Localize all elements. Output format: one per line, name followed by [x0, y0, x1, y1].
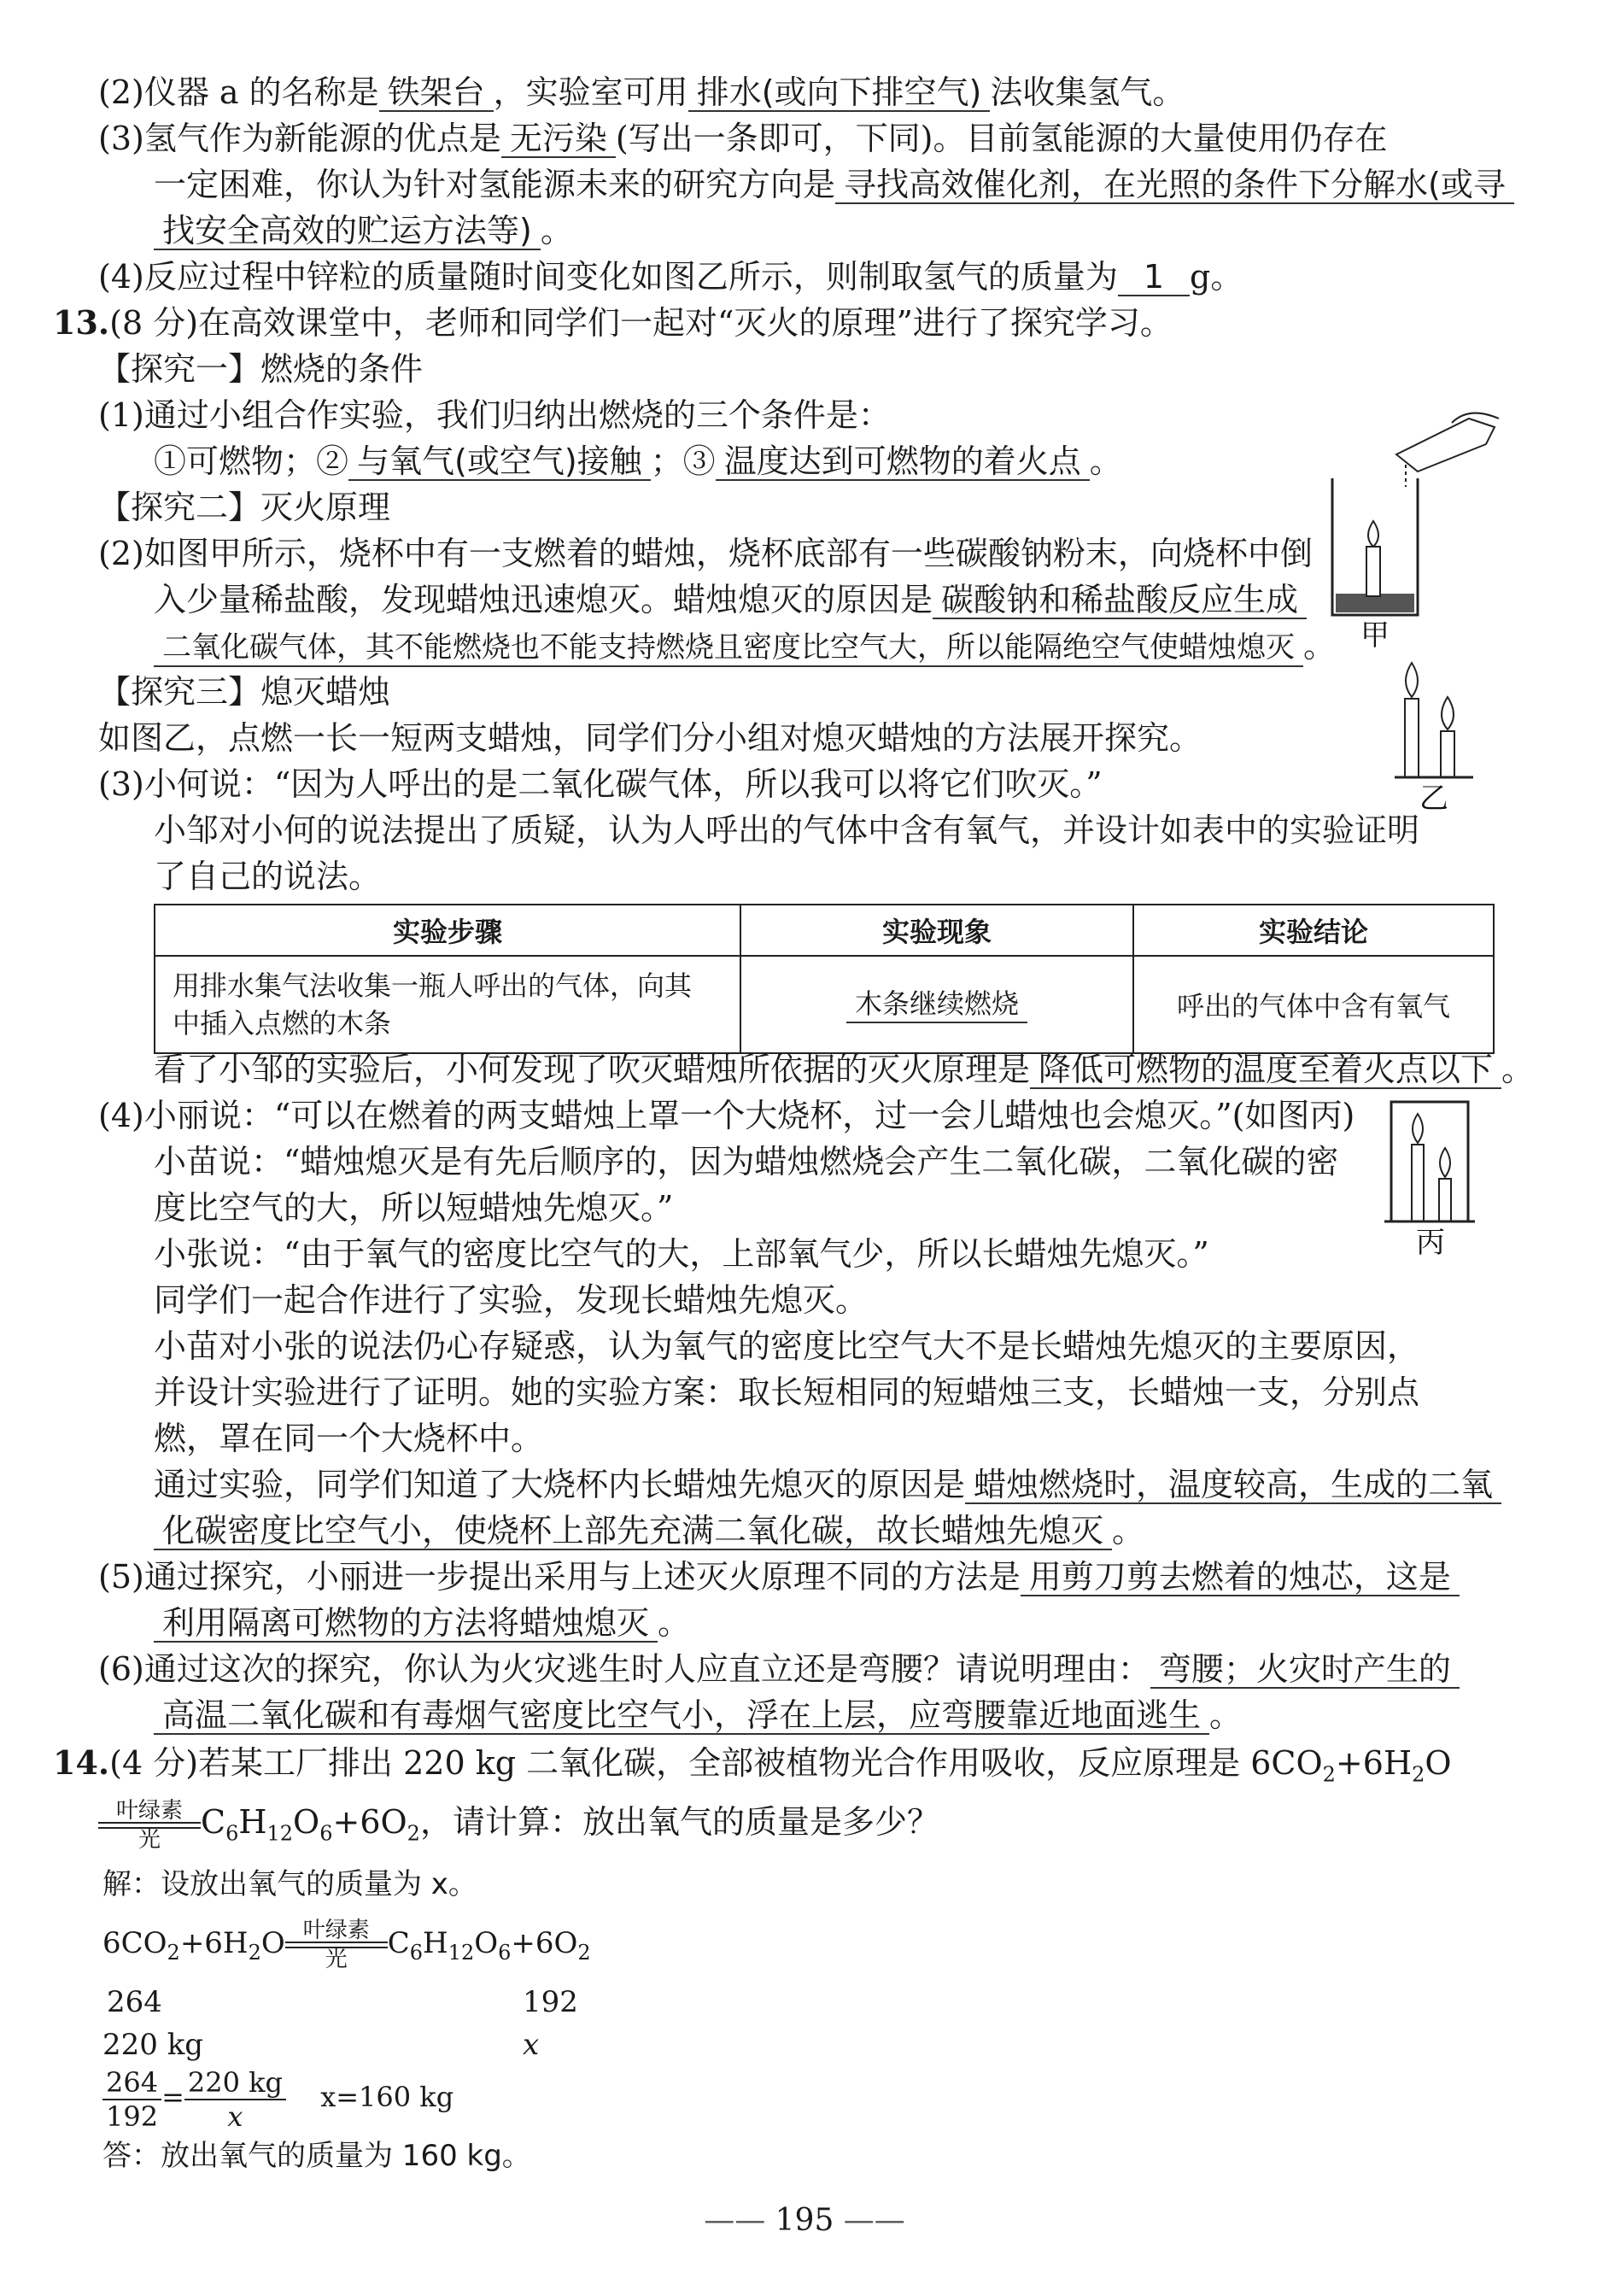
answer-blank: 二氧化碳气体，其不能燃烧也不能支持燃烧且密度比空气大，所以能隔绝空气使蜡烛熄灭 [154, 630, 1303, 667]
candle-flame [1413, 1114, 1423, 1143]
answer-blank: 温度达到可燃物的着火点 [716, 443, 1090, 481]
answer-line: 答：放出氧气的质量为 160 kg。 [102, 2139, 531, 2173]
table-header: 实验结论 [1133, 905, 1494, 956]
figure-yi [1379, 656, 1490, 810]
answer-blank: 化碳密度比空气小，使烧杯上部先充满二氧化碳，故长蜡烛先熄灭 [154, 1513, 1112, 1550]
page-number: —— 195 —— [704, 2203, 905, 2238]
q14-intro: 14.(4 分)若某工厂排出 220 kg 二氧化碳，全部被植物光合作用吸收，反应原理是 $6CO_2+6H_2O$ [53, 1743, 1452, 1787]
q13-part6-l1: (6)通过这次的探究，你认为火灾逃生时人应直立还是弯腰？请说明理由： 弯腰；火灾时产生的 [98, 1649, 1460, 1690]
figure-bing [1379, 1093, 1490, 1256]
given-mass: 220 kg [102, 2028, 204, 2062]
q13-part4-l6: 小苗对小张的说法仍心存疑惑，认为氧气的密度比空气大不是长蜡烛先熄灭的主要原因， [154, 1327, 1420, 1365]
q13-part4-l3: 度比空气的大，所以短蜡烛先熄灭。” [154, 1189, 674, 1227]
candle-flame [1368, 521, 1378, 547]
candle-flame [1406, 663, 1418, 697]
answer-blank: 排水(或向下排空气) [688, 74, 991, 112]
q13-part4-l1: (4)小丽说：“可以在燃着的两支蜡烛上罩一个大烧杯，过一会儿蜡烛也会熄灭。”(如图丙) [98, 1097, 1355, 1134]
short-candle [1439, 1179, 1451, 1221]
q13-part4-l4: 小张说：“由于氧气的密度比空气的大，上部氧气少，所以长蜡烛先熄灭。” [154, 1235, 1209, 1273]
q13-part2-line3: 二氧化碳气体，其不能燃烧也不能支持燃烧且密度比空气大，所以能隔绝空气使蜡烛熄灭 。 [154, 625, 1336, 666]
answer-blank: 木条继续燃烧 [846, 986, 1027, 1023]
answer-blank: 蜡烛燃烧时，温度较高，生成的二氧 [965, 1467, 1501, 1504]
experiment-table [154, 904, 1495, 1054]
q13-intro: 13.(8 分)在高效课堂中，老师和同学们一起对“灭火的原理”进行了探究学习。 [53, 303, 1173, 342]
answer-blank: 无污染 [501, 120, 616, 158]
test-tube [1396, 419, 1495, 472]
q13-part2-line1: (2)如图甲所示，烧杯中有一支燃着的蜡烛，烧杯底部有一些碳酸钠粉末，向烧杯中倒 [98, 535, 1313, 572]
explore-2-heading: 【探究二】灭火原理 [98, 489, 391, 526]
answer-blank: 铁架台 [379, 74, 494, 112]
molar-mass-co2: 264 [107, 1985, 162, 2019]
answer-blank: 1 [1118, 259, 1190, 296]
candle-flame [1442, 697, 1454, 729]
q13-part5-l1: (5)通过探究，小丽进一步提出采用与上述灭火原理不同的方法是 用剪刀剪去燃着的烛芯，这是 [98, 1556, 1460, 1597]
question-number: 13. [53, 303, 110, 342]
q13-part1-line2: ①可燃物；② 与氧气(或空气)接触 ；③ 温度达到可燃物的着火点 。 [154, 442, 1122, 480]
figure-label: 乙 [1419, 782, 1448, 810]
solution-setup: 解：设放出氧气的质量为 x。 [102, 1867, 477, 1901]
answer-blank: 找安全高效的贮运方法等) [154, 213, 541, 250]
q13-part3-conclusion: 看了小邹的实验后，小何发现了吹灭蜡烛所依据的灭火原理是 降低可燃物的温度至着火点以下 。 [154, 1051, 1535, 1088]
result: x=160 kg [320, 2081, 454, 2113]
figure-label: 甲 [1360, 618, 1390, 649]
q13-part6-l2: 高温二氧化碳和有毒烟气密度比空气小，浮在上层，应弯腰靠近地面逃生 。 [154, 1695, 1242, 1736]
question-number: 14. [53, 1743, 110, 1782]
long-candle [1412, 1145, 1424, 1221]
unknown-x: x [523, 2028, 540, 2062]
q13-part2-line2: 入少量稀盐酸，发现蜡烛迅速熄灭。蜡烛熄灭的原因是 碳酸钠和稀盐酸反应生成 [154, 579, 1307, 620]
q12-part3-line2: 一定困难，你认为针对氢能源未来的研究方向是 寻找高效催化剂，在光照的条件下分解水(或寻 [154, 164, 1514, 205]
q12-part3-line1: (3)氢气作为新能源的优点是 无污染 (写出一条即可，下同)。目前氢能源的大量使用仍存在 [98, 120, 1388, 157]
answer-blank: 弯腰；火灾时产生的 [1150, 1651, 1460, 1689]
q14-equation-line: 叶绿素 光 $C_6H_{12}O_6+6O_2$，请计算：放出氧气的质量是多少？ [98, 1792, 939, 1852]
solution-equation: $6CO_2+6H_2O$ 叶绿素 光 $C_6H_{12}O_6+6O_2$ [102, 1918, 591, 1972]
q13-part4-l8: 燃，罩在同一个大烧杯中。 [154, 1420, 544, 1457]
reaction-arrow: 叶绿素 光 [98, 1800, 201, 1851]
answer-blank: 降低可燃物的温度至着火点以下 [1030, 1051, 1501, 1089]
q13-part3-line3: 了自己的说法。 [154, 858, 382, 895]
q12-part2: (2)仪器 a 的名称是 铁架台 ，实验室可用 排水(或向下排空气) 法收集氢气。 [98, 73, 1185, 111]
explore-1-heading: 【探究一】燃烧的条件 [98, 350, 424, 388]
q13-part1-line1: (1)通过小组合作实验，我们归纳出燃烧的三个条件是： [98, 396, 891, 434]
table-cell-phenomenon [740, 956, 1133, 1053]
table-cell-conclusion: 呼出的气体中含有氧气 [1133, 956, 1494, 1053]
answer-blank: 碳酸钠和稀盐酸反应生成 [933, 582, 1307, 619]
q13-part4-l2: 小苗说：“蜡烛熄灭是有先后顺序的，因为蜡烛燃烧会产生二氧化碳，二氧化碳的密 [154, 1143, 1339, 1180]
figure-jia [1324, 401, 1503, 649]
answer-blank: 利用隔离可燃物的方法将蜡烛熄灭 [154, 1605, 658, 1643]
q13-part3-line2: 小邹对小何的说法提出了质疑，认为人呼出的气体中含有氧气，并设计如表中的实验证明 [154, 811, 1420, 849]
answer-blank: 用剪刀剪去燃着的烛芯，这是 [1021, 1559, 1460, 1596]
q13-part4-l7: 并设计实验进行了证明。她的实验方案：取长短相同的短蜡烛三支，长蜡烛一支，分别点 [154, 1374, 1420, 1411]
q13-part3-line1: (3)小何说：“因为人呼出的是二氧化碳气体，所以我可以将它们吹灭。” [98, 765, 1103, 803]
answer-blank: 与氧气(或空气)接触 [348, 443, 651, 481]
q12-part3-line3: 找安全高效的贮运方法等) 。 [154, 210, 573, 251]
table-header: 实验现象 [740, 905, 1133, 956]
q13-part5-l2: 利用隔离可燃物的方法将蜡烛熄灭 。 [154, 1602, 690, 1643]
table-cell-step: 用排水集气法收集一瓶人呼出的气体，向其 中插入点燃的木条 [155, 956, 740, 1053]
large-beaker [1391, 1102, 1468, 1221]
q13-part4-l5: 同学们一起合作进行了实验，发现长蜡烛先熄灭。 [154, 1281, 869, 1319]
q13-part4-l9: 通过实验，同学们知道了大烧杯内长蜡烛先熄灭的原因是 蜡烛燃烧时，温度较高，生成的二氧 [154, 1464, 1501, 1505]
explore-3-text: 如图乙，点燃一长一短两支蜡烛，同学们分小组对熄灭蜡烛的方法展开探究。 [98, 719, 1202, 757]
candle [1366, 547, 1380, 596]
short-candle [1441, 731, 1454, 777]
q13-part4-l10: 化碳密度比空气小，使烧杯上部先充满二氧化碳，故长蜡烛先熄灭 。 [154, 1510, 1144, 1551]
molar-mass-o2: 192 [523, 1985, 578, 2019]
q12-part4: (4)反应过程中锌粒的质量随时间变化如图乙所示，则制取氢气的质量为 1 g。 [98, 258, 1243, 296]
candle-flame [1440, 1148, 1450, 1177]
answer-blank: 高温二氧化碳和有毒烟气密度比空气小，浮在上层，应弯腰靠近地面逃生 [154, 1697, 1209, 1735]
table-header: 实验步骤 [155, 905, 740, 956]
ratio-equation: $\frac{264}{192}$ = $\frac{220 kg}{x}$ x=160 kg [102, 2059, 453, 2135]
figure-label: 丙 [1416, 1226, 1445, 1256]
explore-3-heading: 【探究三】熄灭蜡烛 [98, 673, 391, 711]
answer-blank: 寻找高效催化剂，在光照的条件下分解水(或寻 [835, 167, 1514, 204]
long-candle [1405, 699, 1419, 777]
reaction-arrow: 叶绿素 光 [285, 1919, 388, 1971]
